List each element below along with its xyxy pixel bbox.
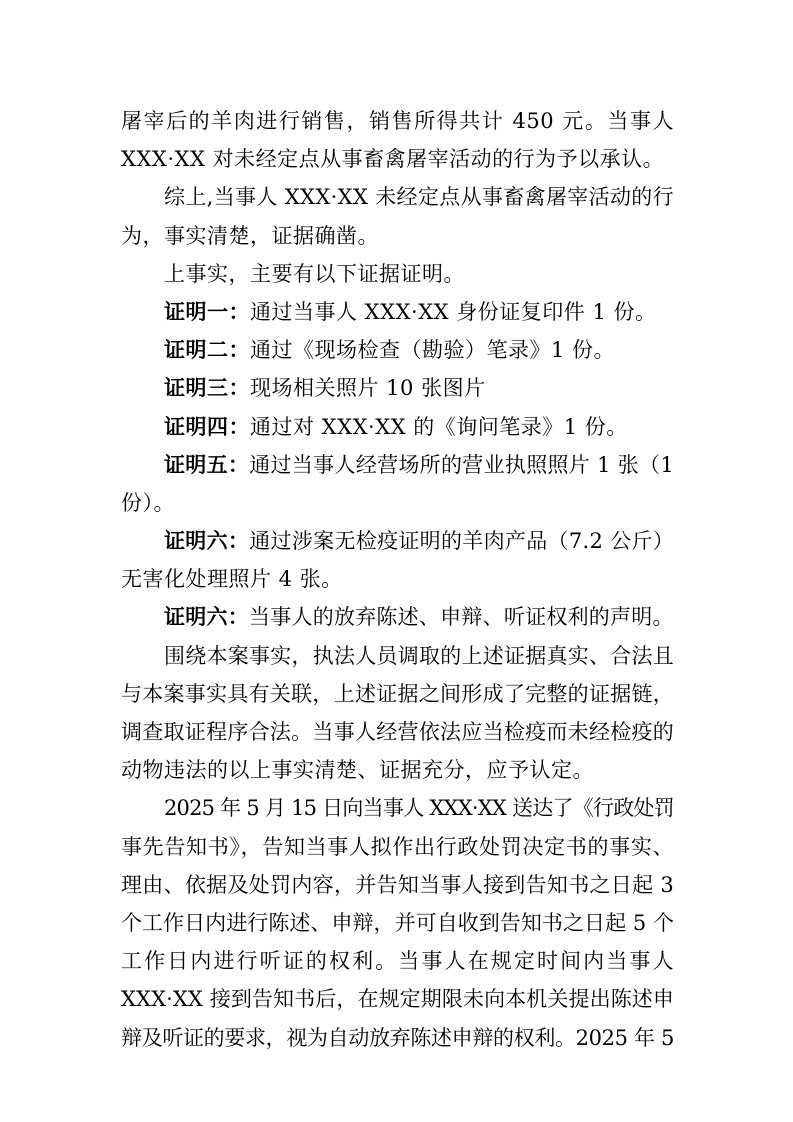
text-line-13 bbox=[121, 560, 674, 598]
evidence-text: 通过对 XXX·XX 的《询问笔录》1 份。 bbox=[250, 414, 628, 439]
text-line-19 bbox=[121, 789, 674, 827]
evidence-6 bbox=[121, 522, 674, 560]
text-line-4 bbox=[121, 217, 674, 255]
evidence-text: 通过当事人 XXX·XX 身份证复印件 1 份。 bbox=[250, 299, 657, 324]
line-text: 工作日内进行听证的权利。当事人在规定时间内当事人 bbox=[121, 949, 674, 974]
evidence-text: 通过当事人经营场所的营业执照照片 1 张（1 bbox=[249, 452, 675, 477]
text-line-15 bbox=[121, 637, 674, 675]
text-line-5 bbox=[121, 255, 674, 293]
evidence-text: 通过涉案无检疫证明的羊肉产品（7.2 公斤） bbox=[249, 529, 675, 554]
evidence-label: 证明五： bbox=[164, 451, 250, 477]
line-text: 无害化处理照片 4 张。 bbox=[121, 567, 343, 592]
evidence-label: 证明二： bbox=[164, 337, 250, 363]
evidence-label: 证明六： bbox=[164, 604, 249, 630]
evidence-label: 证明四： bbox=[164, 413, 250, 439]
text-line-3 bbox=[121, 178, 674, 216]
line-text: 2025 年 5 月 15 日向当事人 XXX·XX 送达了《行政处罚 bbox=[164, 796, 674, 821]
line-text: 围绕本案事实，执法人员调取的上述证据真实、合法且 bbox=[164, 643, 674, 668]
evidence-text: 当事人的放弃陈述、申辩、听证权利的声明。 bbox=[248, 605, 674, 630]
text-line-18 bbox=[121, 751, 674, 789]
line-text: 理由、依据及处罚内容，并告知当事人接到告知书之日起 3 bbox=[121, 872, 674, 897]
evidence-7 bbox=[121, 598, 674, 636]
text-line-2 bbox=[121, 140, 674, 178]
evidence-4 bbox=[121, 408, 674, 446]
text-line-24 bbox=[121, 980, 674, 1018]
line-text: 份）。 bbox=[121, 490, 175, 515]
document-body bbox=[121, 102, 674, 1057]
line-text: 辩及听证的要求，视为自动放弃陈述申辩的权利。2025 年 5 bbox=[121, 1025, 674, 1050]
line-text: 上事实，主要有以下证据证明。 bbox=[164, 261, 465, 286]
line-text: 事先告知书》，告知当事人拟作出行政处罚决定书的事实、 bbox=[121, 834, 674, 859]
line-text: XXX·XX 接到告知书后，在规定期限未向本机关提出陈述申 bbox=[121, 987, 674, 1012]
text-line-1 bbox=[121, 102, 674, 140]
line-text: 综上,当事人 XXX·XX 未经定点从事畜禽屠宰活动的行 bbox=[164, 185, 674, 210]
evidence-2 bbox=[121, 331, 674, 369]
text-line-17 bbox=[121, 713, 674, 751]
evidence-text: 现场相关照片 10 张图片 bbox=[250, 376, 486, 401]
line-text: 屠宰后的羊肉进行销售，销售所得共计 450 元。当事人 bbox=[121, 109, 674, 133]
line-text: 为，事实清楚，证据确凿。 bbox=[121, 223, 379, 248]
line-text: 动物违法的以上事实清楚、证据充分，应予认定。 bbox=[121, 758, 594, 783]
text-line-16 bbox=[121, 675, 674, 713]
evidence-label: 证明六： bbox=[164, 528, 250, 554]
text-line-22 bbox=[121, 904, 674, 942]
evidence-text: 通过《现场检查（勘验）笔录》1 份。 bbox=[250, 338, 616, 363]
text-line-20 bbox=[121, 828, 674, 866]
line-text: 与本案事实具有关联，上述证据之间形成了完整的证据链， bbox=[121, 681, 674, 706]
evidence-5 bbox=[121, 446, 674, 484]
line-text: 个工作日内进行陈述、申辩，并可自收到告知书之日起 5 个 bbox=[121, 910, 674, 935]
evidence-label: 证明三： bbox=[164, 375, 250, 401]
text-line-11 bbox=[121, 484, 674, 522]
text-line-25 bbox=[121, 1019, 674, 1057]
evidence-1 bbox=[121, 293, 674, 331]
text-line-23 bbox=[121, 942, 674, 980]
evidence-label: 证明一： bbox=[164, 298, 250, 324]
evidence-3 bbox=[121, 369, 674, 407]
text-line-21 bbox=[121, 866, 674, 904]
line-text: XXX·XX 对未经定点从事畜禽屠宰活动的行为予以承认。 bbox=[121, 147, 665, 172]
line-text: 调查取证程序合法。当事人经营依法应当检疫而未经检疫的 bbox=[121, 720, 674, 744]
